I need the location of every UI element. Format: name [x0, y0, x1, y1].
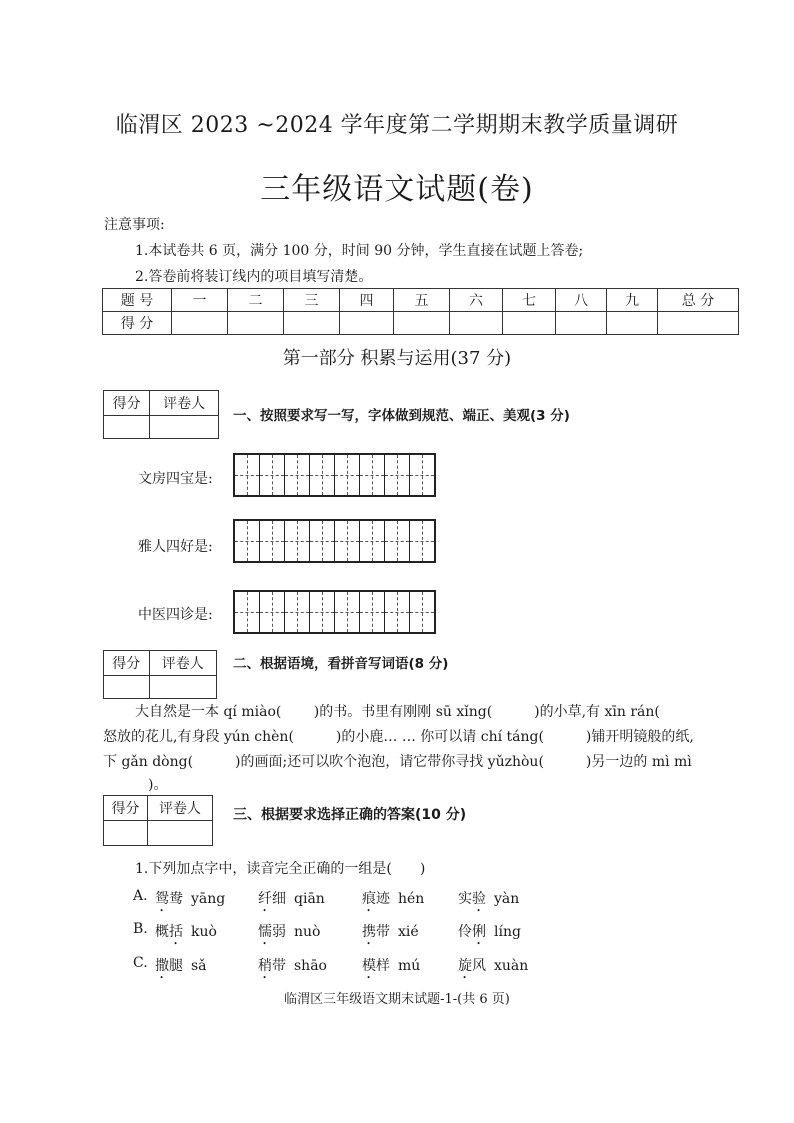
- score-col-1: 一: [172, 289, 228, 312]
- notice-label: 注意事项:: [104, 217, 165, 233]
- pinyin-passage-line: 怒放的花儿,有身段 yún chèn( )的小鹿… … 你可以请 chí táng( )铺开明镜般的纸,: [103, 729, 694, 745]
- score-cell[interactable]: [228, 312, 284, 335]
- option-word: 伶俐 líng: [458, 924, 521, 940]
- grader-box: [103, 795, 213, 846]
- score-cell[interactable]: [658, 312, 739, 335]
- notice-item-1: 1.本试卷共 6 页，满分 100 分，时间 90 分钟，学生直接在试题上答卷;: [135, 243, 584, 259]
- grader-reviewer-label: 评卷人: [149, 651, 217, 676]
- option-word: 实验 yàn: [458, 891, 520, 907]
- grader-reviewer-cell[interactable]: [150, 416, 219, 439]
- score-cell[interactable]: [394, 312, 450, 335]
- score-cell[interactable]: [607, 312, 658, 335]
- score-col-total: 总 分: [658, 289, 739, 312]
- grader-reviewer-label: 评卷人: [150, 391, 219, 416]
- score-col-2: 二: [228, 289, 284, 312]
- option-word: 纤细 qiān: [258, 891, 325, 907]
- grader-box: [103, 650, 217, 699]
- score-col-5: 五: [394, 289, 450, 312]
- writing-grid[interactable]: [233, 590, 436, 634]
- question-3-heading: 三、根据要求选择正确的答案(10 分): [233, 807, 467, 823]
- page-footer: 临渭区三年级语文期末试题-1-(共 6 页): [284, 992, 510, 1007]
- grader-reviewer-cell[interactable]: [149, 676, 217, 699]
- score-table: [102, 288, 739, 335]
- option-word: 携带 xié: [362, 924, 419, 940]
- option-word: 模样 mú: [362, 958, 421, 974]
- option-word: 概括 kuò: [155, 924, 217, 940]
- score-cell[interactable]: [340, 312, 394, 335]
- grader-score-label: 得分: [104, 391, 150, 416]
- option-label[interactable]: A.: [133, 888, 148, 904]
- notice-item-2: 2.答卷前将装订线内的项目填写清楚。: [135, 269, 373, 285]
- grader-score-cell[interactable]: [104, 416, 150, 439]
- score-table-header-row: [103, 289, 739, 312]
- writing-row-label: 中医四诊是:: [138, 607, 213, 623]
- writing-row-label: 雅人四好是:: [138, 539, 213, 555]
- option-word: 旋风 xuàn: [458, 958, 529, 974]
- option-label[interactable]: C.: [133, 955, 148, 971]
- option-word: 懦弱 nuò: [258, 924, 321, 940]
- score-col-8: 八: [556, 289, 607, 312]
- grader-reviewer-cell[interactable]: [147, 821, 212, 846]
- score-cell[interactable]: [284, 312, 340, 335]
- option-label[interactable]: B.: [133, 921, 148, 937]
- grader-reviewer-label: 评卷人: [147, 796, 212, 821]
- score-cell[interactable]: [450, 312, 503, 335]
- option-word: 鸳鸯 yāng: [155, 891, 226, 907]
- score-col-9: 九: [607, 289, 658, 312]
- option-word: 撒腿 sǎ: [155, 958, 207, 974]
- writing-grid[interactable]: [233, 453, 436, 497]
- exam-title: 临渭区 2023 ~2024 学年度第二学期期末教学质量调研: [115, 113, 679, 138]
- grader-score-label: 得分: [104, 651, 150, 676]
- part-title: 第一部分 积累与运用(37 分): [282, 348, 512, 369]
- exam-subtitle: 三年级语文试题(卷): [260, 172, 534, 207]
- writing-grid[interactable]: [233, 519, 436, 563]
- writing-row-label: 文房四宝是:: [138, 471, 213, 487]
- grader-box: [103, 390, 219, 439]
- score-table-row-label: 题 号: [103, 289, 172, 312]
- score-col-7: 七: [503, 289, 556, 312]
- question-1-heading: 一、按照要求写一写，字体做到规范、端正、美观(3 分): [233, 408, 570, 424]
- question-2-heading: 二、根据语境，看拼音写词语(8 分): [233, 656, 449, 672]
- grader-score-cell[interactable]: [104, 821, 148, 846]
- pinyin-passage-line: )。: [148, 777, 168, 793]
- pinyin-passage-line: 大自然是一本 qí miào( )的书。书里有刚刚 sū xǐng( )的小草,有 xīn rán(: [135, 704, 660, 720]
- choice-question: 1.下列加点字中，读音完全正确的一组是( ): [135, 861, 426, 877]
- grader-score-cell[interactable]: [104, 676, 150, 699]
- option-word: 稍带 shāo: [258, 958, 327, 974]
- score-col-3: 三: [284, 289, 340, 312]
- pinyin-passage-line: 下 gǎn dòng( )的画面;还可以吹个泡泡，请它带你寻找 yǔzhòu( )另一边的 mì mì: [103, 754, 692, 770]
- score-cell[interactable]: [556, 312, 607, 335]
- option-word: 痕迹 hén: [362, 891, 425, 907]
- score-table-row-label: 得 分: [103, 312, 172, 335]
- score-cell[interactable]: [172, 312, 228, 335]
- grader-score-label: 得分: [104, 796, 148, 821]
- score-cell[interactable]: [503, 312, 556, 335]
- score-col-4: 四: [340, 289, 394, 312]
- score-col-6: 六: [450, 289, 503, 312]
- score-table-score-row: [103, 312, 739, 335]
